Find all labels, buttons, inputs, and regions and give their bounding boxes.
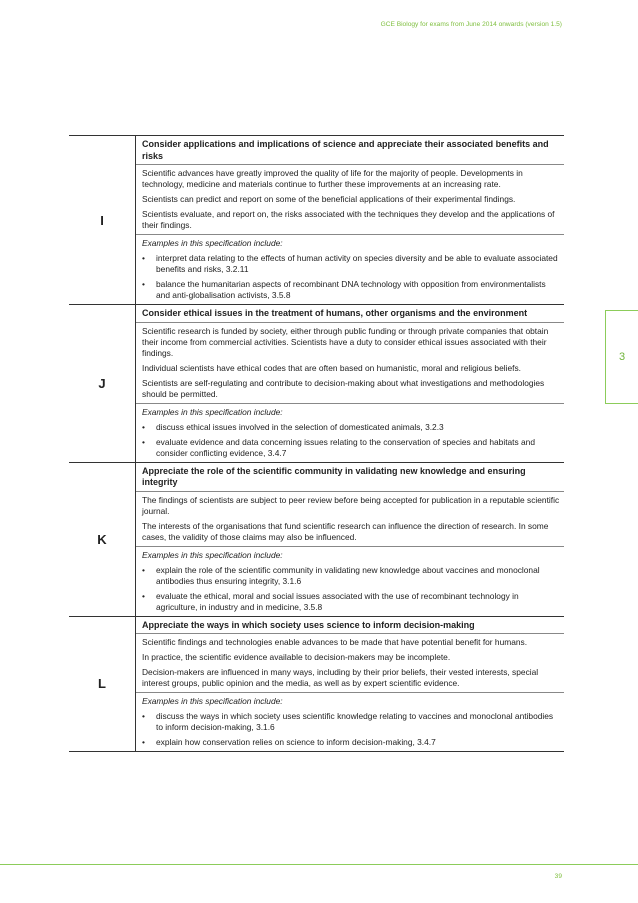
bullet-icon: • (142, 279, 145, 289)
example-text: interpret data relating to the effects of human activity on species diversity and be able to evaluate associated benefits and risks, 3.2.11 (156, 253, 558, 274)
row-letter: K (69, 462, 136, 616)
table-row (69, 305, 564, 463)
example-item (142, 711, 560, 733)
example-text: balance the humanitarian aspects of recombinant DNA technology with opposition from environmentalists and anti-globalisation activists, 3.5.8 (156, 279, 546, 300)
row-content (136, 136, 565, 305)
example-text: discuss the ways in which society uses scientific knowledge relating to vaccines and monoclonal antibodies to inform decision-making, 3.1.6 (156, 711, 554, 732)
bullet-icon: • (142, 590, 145, 601)
bullet-icon: • (142, 737, 145, 747)
row-heading: Consider applications and implications of science and appreciate their associated benefits and risks (142, 139, 549, 161)
row-letter: L (69, 616, 136, 752)
table-row (69, 462, 564, 616)
description-paragraph: Scientific findings and technologies enable advances to be made that have potential benefit for humans. (142, 637, 528, 647)
footer-rule (0, 864, 638, 865)
row-heading: Appreciate the ways in which society uses science to inform decision-making (142, 619, 475, 630)
row-description (136, 491, 564, 546)
row-letter: I (69, 136, 136, 305)
example-text: explain the role of the scientific community in validating new knowledge about vaccines and monoclonal antibodies thus ensuring integrity, 3.1.6 (156, 564, 540, 586)
example-item (142, 279, 560, 301)
page-number: 39 (554, 873, 562, 880)
example-item (142, 422, 560, 433)
examples-intro: Examples in this specification include: (142, 696, 283, 706)
row-description (136, 322, 564, 403)
example-item (142, 437, 560, 459)
description-paragraph: The findings of scientists are subject to peer review before being accepted for publication in a reputable scientific journal. (142, 494, 560, 516)
examples-intro: Examples in this specification include: (142, 238, 283, 248)
example-text: explain how conservation relies on science to inform decision-making, 3.4.7 (156, 737, 436, 747)
row-examples (136, 692, 564, 751)
bullet-icon: • (142, 421, 145, 432)
row-examples (136, 546, 564, 616)
example-text: discuss ethical issues involved in the selection of domesticated animals, 3.2.3 (156, 421, 444, 432)
table-row (69, 616, 564, 752)
row-heading: Consider ethical issues in the treatment of humans, other organisms and the environment (142, 308, 528, 318)
example-item (142, 565, 560, 587)
description-paragraph: Decision-makers are influenced in many ways, including by their prior beliefs, their vested interests, special interest groups, public opinion and the media, as well as by expert scientific evidence. (142, 667, 539, 688)
description-paragraph: Scientific advances have greatly improved the quality of life for the majority of people. Developments in technology, medicine and materials continue to further these improvements at an increasing rate. (142, 168, 523, 189)
examples-intro: Examples in this specification include: (142, 549, 283, 560)
row-examples (136, 403, 564, 462)
description-paragraph: In practice, the scientific evidence available to decision-makers may be incomplete. (142, 652, 451, 662)
running-head: GCE Biology for exams from June 2014 onwards (version 1.5) (380, 21, 562, 28)
row-content (136, 462, 565, 616)
section-tab-number: 3 (618, 351, 626, 363)
example-text: evaluate the ethical, moral and social issues associated with the use of recombinant technology in agriculture, in industry and in medicine, 3.5.8 (156, 590, 519, 612)
row-content (136, 616, 565, 752)
description-paragraph: Scientists can predict and report on some of the beneficial applications of their experimental findings. (142, 194, 516, 204)
skills-table (69, 135, 564, 752)
example-item (142, 591, 560, 613)
row-description (136, 633, 564, 692)
description-paragraph: Scientific research is funded by society, either through public funding or through private companies that obtain their income from commercial activities. Scientists have a duty to consider ethical issues associated with their findings. (142, 325, 549, 358)
description-paragraph: Scientists evaluate, and report on, the risks associated with the techniques they develop and the applications of their findings. (142, 209, 555, 230)
bullet-icon: • (142, 436, 145, 447)
bullet-icon: • (142, 711, 145, 721)
examples-intro: Examples in this specification include: (142, 406, 283, 417)
bullet-icon: • (142, 564, 145, 575)
row-description (136, 164, 564, 234)
description-paragraph: The interests of the organisations that fund scientific research can influence the direction of research. In some cases, the validity of those claims may also be influenced. (142, 520, 549, 542)
row-examples (136, 234, 564, 304)
row-heading: Appreciate the role of the scientific community in validating new knowledge and ensuring integrity (142, 465, 526, 487)
example-item (142, 737, 560, 748)
row-content (136, 305, 565, 463)
description-paragraph: Scientists are self-regulating and contribute to decision-making about what investigations and methodologies should be permitted. (142, 377, 545, 399)
row-letter: J (69, 305, 136, 463)
bullet-icon: • (142, 253, 145, 263)
example-item (142, 253, 560, 275)
description-paragraph: Individual scientists have ethical codes that are often based on humanistic, moral and religious beliefs. (142, 362, 521, 373)
table-row (69, 136, 564, 305)
example-text: evaluate evidence and data concerning issues relating to the conservation of species and habitats and consider conflicting evidence, 3.4.7 (156, 436, 535, 458)
section-tab (605, 310, 638, 404)
